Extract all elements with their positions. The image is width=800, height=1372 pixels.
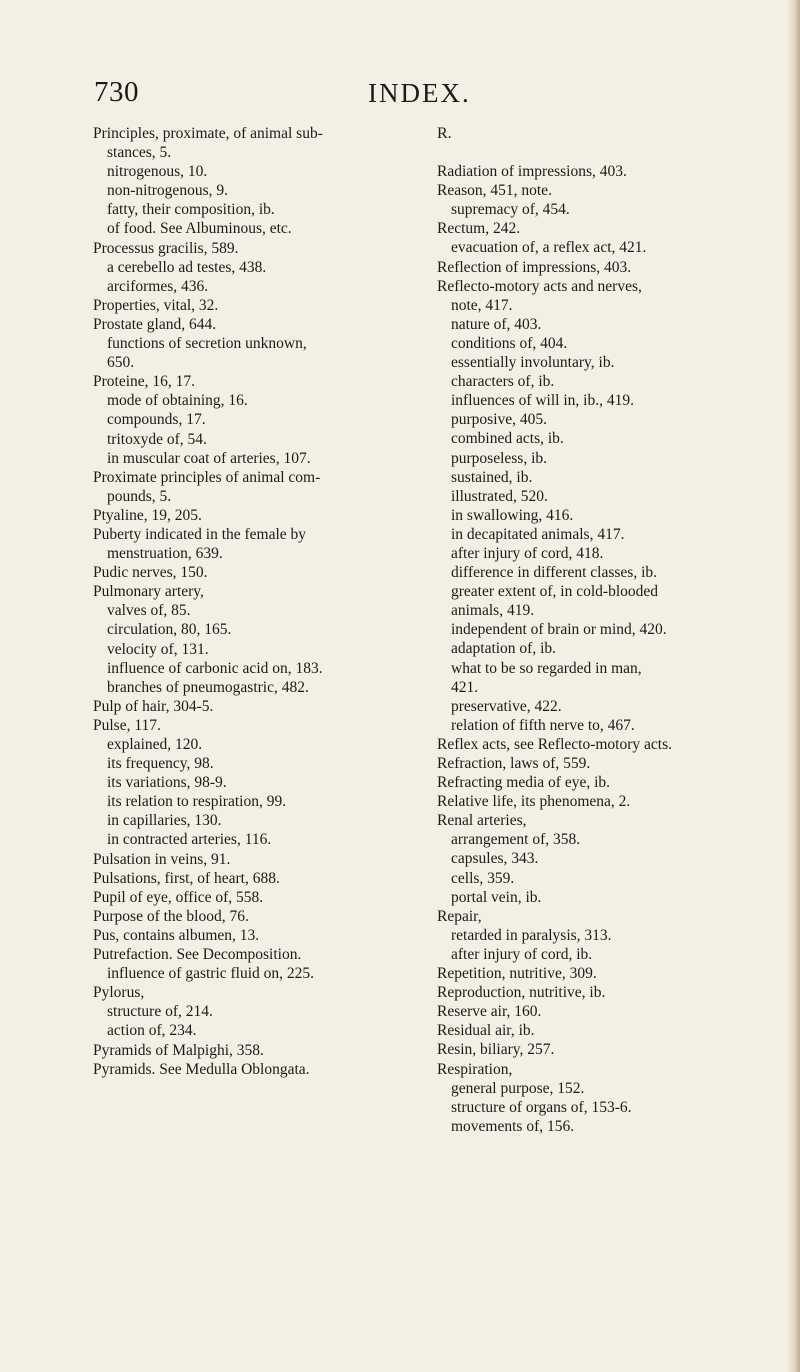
- index-subentry: action of, 234.: [107, 1022, 197, 1040]
- index-entry: Processus gracilis, 589.: [93, 239, 239, 257]
- index-entry: Rectum, 242.: [437, 220, 521, 238]
- index-subentry: circulation, 80, 165.: [107, 621, 232, 639]
- index-entry-continuation: 421.: [451, 678, 479, 696]
- index-subentry: arrangement of, 358.: [451, 831, 581, 849]
- index-subentry: in decapitated animals, 417.: [451, 525, 625, 543]
- index-entry: Renal arteries,: [437, 812, 527, 830]
- index-entry: Pylorus,: [93, 984, 145, 1002]
- index-subentry: in capillaries, 130.: [107, 812, 222, 830]
- index-subentry: of food. See Albuminous, etc.: [107, 220, 292, 238]
- index-subentry: purposeless, ib.: [451, 449, 548, 467]
- index-subentry: portal vein, ib.: [451, 888, 542, 906]
- index-subentry: combined acts, ib.: [451, 430, 564, 448]
- running-head-title: INDEX.: [368, 78, 471, 108]
- index-subentry: after injury of cord, 418.: [451, 544, 604, 562]
- index-subentry: purposive, 405.: [451, 411, 548, 429]
- index-entry: Reflecto-motory acts and nerves,: [437, 277, 642, 295]
- index-entry: Pyramids. See Medulla Oblongata.: [93, 1060, 310, 1078]
- index-subentry: structure of organs of, 153-6.: [451, 1098, 632, 1116]
- index-entry: Puberty indicated in the female by: [93, 525, 307, 543]
- index-subentry: adaptation of, ib.: [451, 640, 557, 658]
- page-header: [0, 0, 800, 110]
- index-subentry: general purpose, 152.: [451, 1079, 585, 1097]
- index-subentry: influence of carbonic acid on, 183.: [107, 659, 323, 677]
- index-column-right: [437, 124, 787, 1136]
- index-subentry: velocity of, 131.: [107, 640, 209, 658]
- index-subentry: influences of will in, ib., 419.: [451, 392, 634, 410]
- index-subentry: tritoxyde of, 54.: [107, 430, 207, 448]
- index-entry: Purpose of the blood, 76.: [93, 907, 249, 925]
- index-subentry: explained, 120.: [107, 736, 203, 753]
- index-subentry: compounds, 17.: [107, 411, 206, 429]
- index-entry: Pus, contains albumen, 13.: [93, 926, 260, 944]
- index-entry-continuation: 650.: [107, 354, 135, 372]
- index-subentry: essentially involuntary, ib.: [451, 354, 615, 372]
- index-entry: Pulp of hair, 304-5.: [93, 697, 214, 715]
- index-entry: Putrefaction. See Decomposition.: [93, 946, 302, 964]
- index-entry-continuation: pounds, 5.: [107, 487, 172, 505]
- index-subentry: its frequency, 98.: [107, 755, 214, 773]
- index-subentry: its variations, 98-9.: [107, 774, 227, 792]
- index-subentry: in swallowing, 416.: [451, 506, 574, 524]
- index-subentry: influence of gastric fluid on, 225.: [107, 965, 315, 983]
- index-subentry: valves of, 85.: [107, 602, 191, 620]
- index-entry: Repetition, nutritive, 309.: [437, 965, 597, 983]
- index-subentry: relation of fifth nerve to, 467.: [451, 716, 635, 734]
- index-subentry: sustained, ib.: [451, 468, 533, 486]
- index-entry-continuation: stances, 5.: [107, 144, 172, 162]
- index-entry: Repair,: [437, 907, 482, 925]
- index-entry: Residual air, ib.: [437, 1022, 535, 1040]
- index-entry: Pulmonary artery,: [93, 583, 204, 601]
- index-subentry: in contracted arteries, 116.: [107, 831, 272, 849]
- index-subentry: conditions of, 404.: [451, 334, 568, 352]
- index-subentry: illustrated, 520.: [451, 487, 548, 505]
- index-subentry: capsules, 343.: [451, 850, 539, 868]
- page-edge-shadow: [786, 0, 800, 1372]
- index-subentry: evacuation of, a reflex act, 421.: [451, 239, 647, 257]
- index-entry: Reserve air, 160.: [437, 1003, 542, 1021]
- index-subentry: what to be so regarded in man,: [451, 659, 642, 677]
- index-entry: Proteine, 16, 17.: [93, 373, 196, 391]
- index-subentry: arciformes, 436.: [107, 277, 209, 295]
- index-subentry: mode of obtaining, 16.: [107, 392, 248, 410]
- index-subentry: nitrogenous, 10.: [107, 163, 208, 181]
- index-entry-continuation: note, 417.: [451, 296, 513, 314]
- index-column-left: [93, 124, 438, 1079]
- index-subentry: greater extent of, in cold-blooded: [451, 583, 659, 601]
- index-subentry: independent of brain or mind, 420.: [451, 621, 667, 639]
- index-entry: Pulsation in veins, 91.: [93, 850, 231, 868]
- index-entry: Reflex acts, see Reflecto-motory acts.: [437, 735, 672, 753]
- index-entry: Pulsations, first, of heart, 688.: [93, 869, 280, 887]
- index-subentry: in muscular coat of arteries, 107.: [107, 449, 311, 467]
- index-subentry: preservative, 422.: [451, 697, 562, 715]
- index-entry: Pulse, 117.: [93, 716, 161, 734]
- index-entry: Reason, 451, note.: [437, 182, 552, 200]
- index-entry: Principles, proximate, of animal sub-: [93, 125, 323, 142]
- index-subentry: retarded in paralysis, 313.: [451, 926, 612, 944]
- index-subentry: difference in different classes, ib.: [451, 564, 658, 582]
- index-entry: Ptyaline, 19, 205.: [93, 506, 202, 524]
- index-entry: Respiration,: [437, 1060, 513, 1078]
- index-entry: Proximate principles of animal com-: [93, 468, 321, 486]
- index-entry-continuation: menstruation, 639.: [107, 545, 223, 563]
- index-subentry: characters of, ib.: [451, 373, 555, 391]
- index-entry: Radiation of impressions, 403.: [437, 163, 627, 181]
- index-subentry: cells, 359.: [451, 869, 515, 887]
- index-subentry: movements of, 156.: [451, 1117, 575, 1135]
- index-subentry: after injury of cord, ib.: [451, 945, 593, 963]
- index-entry: Reflection of impressions, 403.: [437, 258, 632, 276]
- section-spacer: [437, 143, 787, 162]
- page-number: 730: [94, 76, 139, 108]
- index-subentry: functions of secretion unknown,: [107, 335, 307, 353]
- index-entry: Resin, biliary, 257.: [437, 1041, 555, 1059]
- section-letter-heading: R.: [437, 125, 452, 142]
- index-entry: Refraction, laws of, 559.: [437, 755, 591, 772]
- index-entry: Properties, vital, 32.: [93, 296, 219, 314]
- index-subentry: a cerebello ad testes, 438.: [107, 258, 267, 276]
- index-subentry: branches of pneumogastric, 482.: [107, 678, 309, 696]
- index-subentry: its relation to respiration, 99.: [107, 793, 287, 811]
- index-entry: Refracting media of eye, ib.: [437, 774, 611, 792]
- index-entry-continuation: animals, 419.: [451, 602, 535, 620]
- index-entry: Pyramids of Malpighi, 358.: [93, 1041, 264, 1059]
- index-entry: Relative life, its phenomena, 2.: [437, 793, 631, 811]
- index-entry: Pupil of eye, office of, 558.: [93, 888, 264, 906]
- index-subentry: supremacy of, 454.: [451, 201, 570, 219]
- index-subentry: fatty, their composition, ib.: [107, 201, 275, 219]
- index-entry: Pudic nerves, 150.: [93, 564, 208, 582]
- index-entry: Prostate gland, 644.: [93, 315, 217, 333]
- index-subentry: structure of, 214.: [107, 1003, 213, 1021]
- index-entry: Reproduction, nutritive, ib.: [437, 984, 606, 1002]
- index-subentry: nature of, 403.: [451, 315, 542, 333]
- index-subentry: non-nitrogenous, 9.: [107, 182, 228, 200]
